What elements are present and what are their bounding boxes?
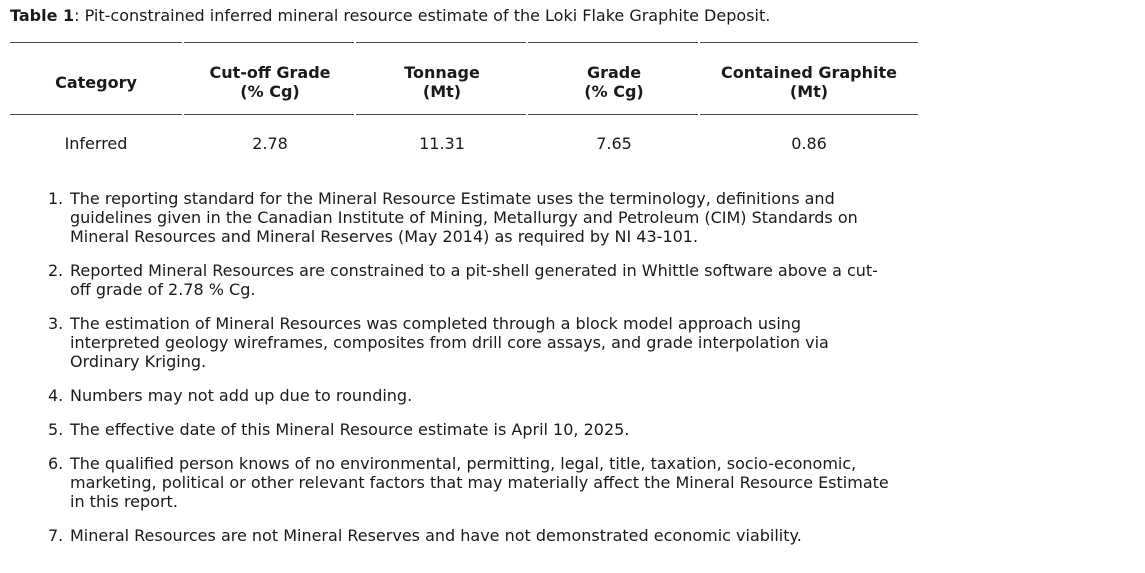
note-number: 7. [48,526,64,545]
note-line: in this report. [70,492,178,511]
note-number: 4. [48,386,64,405]
table-notes [48,189,918,560]
header-contained-graphite [700,62,918,102]
cell-tonnage: 11.31 [419,134,465,153]
cell-contained-graphite: 0.86 [791,134,827,153]
note-item [48,526,918,545]
header-text: Grade [586,63,642,82]
note-line: The estimation of Mineral Resources was completed through a block model approach using [70,314,802,333]
note-item [48,261,918,299]
note-number: 3. [48,314,64,333]
note-item [48,189,918,246]
cell-grade: 7.65 [596,134,632,153]
note-line: Numbers may not add up due to rounding. [70,386,413,405]
note-line: guidelines given in the Canadian Institute of Mining, Metallurgy and Petroleum (CIM) Standards on [70,208,858,227]
note-line: Mineral Resources and Mineral Reserves (May 2014) as required by NI 43-101. [70,227,699,246]
header-unit: (% Cg) [584,82,644,101]
header-unit: (% Cg) [240,82,300,101]
header-text: Contained Graphite [721,63,897,82]
header-grade [528,62,700,102]
note-number: 6. [48,454,64,473]
table-top-rule [10,42,918,44]
header-unit: (Mt) [789,82,829,101]
note-line: off grade of 2.78 % Cg. [70,280,256,299]
note-number: 1. [48,189,64,208]
note-number: 2. [48,261,64,280]
header-unit: (Mt) [422,82,462,101]
note-line: The qualified person knows of no environmental, permitting, legal, title, taxation, socio-economic, [70,454,857,473]
note-line: The effective date of this Mineral Resource estimate is April 10, 2025. [70,420,630,439]
caption-text: : Pit-constrained inferred mineral resource estimate of the Loki Flake Graphite Deposit. [74,6,771,25]
note-line: Mineral Resources are not Mineral Reserves and have not demonstrated economic viability. [70,526,802,545]
header-cutoff-grade [184,62,356,102]
note-line: marketing, political or other relevant factors that may materially affect the Mineral Resource Estimate [70,473,889,492]
table-header-rule [10,114,918,116]
cell-category: Inferred [64,134,128,153]
note-number: 5. [48,420,64,439]
note-line: The reporting standard for the Mineral Resource Estimate uses the terminology, definitions and [70,189,835,208]
note-line: interpreted geology wireframes, composites from drill core assays, and grade interpolation via [70,333,829,352]
header-tonnage [356,62,528,102]
header-category [10,62,182,102]
table-row [10,134,918,154]
note-item [48,420,918,439]
note-line: Reported Mineral Resources are constrained to a pit-shell generated in Whittle software above a cut- [70,261,878,280]
header-text: Category [55,72,137,92]
header-text: Tonnage [404,63,480,82]
note-line: Ordinary Kriging. [70,352,207,371]
note-item [48,454,918,511]
caption-label: Table 1 [10,6,75,25]
cell-cutoff-grade: 2.78 [252,134,288,153]
header-text: Cut-off Grade [209,63,331,82]
table-header-row [10,62,918,102]
table-caption [10,6,770,26]
note-item [48,314,918,371]
note-item [48,386,918,405]
